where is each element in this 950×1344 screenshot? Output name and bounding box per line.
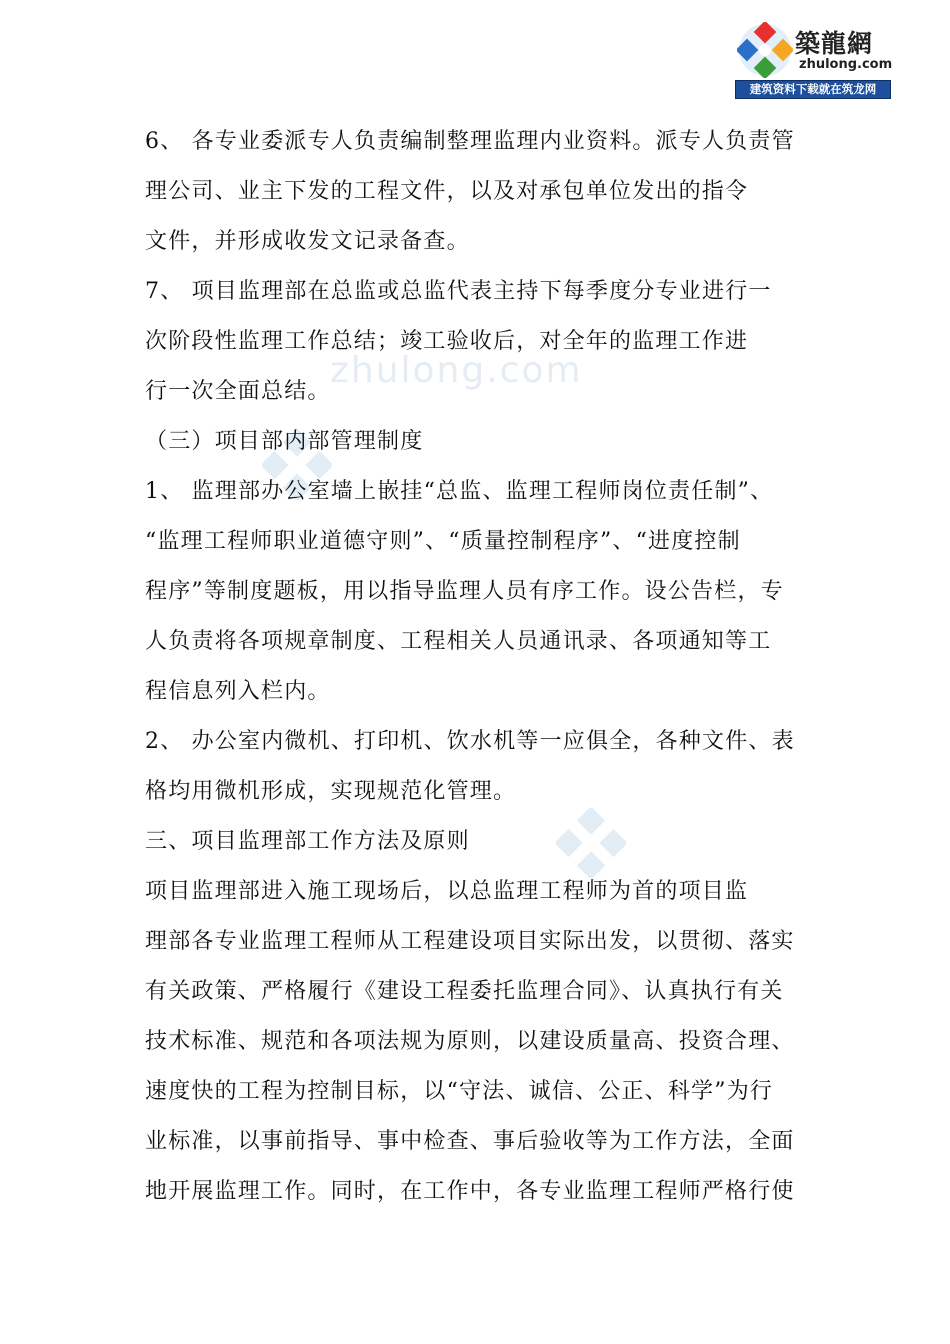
text-line: 6、 各专业委派专人负责编制整理监理内业资料。派专人负责管 [145, 129, 795, 154]
text-line: 速度快的工程为控制目标，以“守法、诚信、公正、科学”为行 [145, 1079, 774, 1104]
text-line: 2、 办公室内微机、打印机、饮水机等一应俱全，各种文件、表 [145, 729, 795, 754]
document-body [145, 117, 810, 1217]
text-line: 7、 项目监理部在总监或总监代表主持下每季度分专业进行一 [145, 279, 772, 304]
text-line: 业标准，以事前指导、事中检查、事后验收等为工作方法，全面 [145, 1129, 795, 1154]
section-heading: （三）项目部内部管理制度 [145, 429, 424, 454]
text-line: 程序”等制度题板，用以指导监理人员有序工作。设公告栏，专 [145, 579, 784, 604]
text-line: 项目监理部进入施工现场后，以总监理工程师为首的项目监 [145, 879, 749, 904]
logo-banner: 建筑资料下载就在筑龙网 [735, 80, 891, 99]
zhulong-logo [733, 20, 893, 100]
logo-title: 築龍網 [795, 29, 874, 58]
text-line: 地开展监理工作。同时，在工作中，各专业监理工程师严格行使 [145, 1179, 795, 1204]
text-line: 人负责将各项规章制度、工程相关人员通讯录、各项通知等工 [145, 629, 772, 654]
text-line: 有关政策、严格履行《建设工程委托监理合同》、认真执行有关 [145, 979, 784, 1004]
text-line: “监理工程师职业道德守则”、“质量控制程序”、“进度控制 [145, 529, 741, 554]
logo-url: zhulong.com [799, 57, 893, 72]
text-line: 行一次全面总结。 [145, 379, 331, 404]
text-line: 文件，并形成收发文记录备查。 [145, 229, 470, 254]
text-line: 格均用微机形成，实现规范化管理。 [145, 779, 517, 804]
section-heading: 三、项目监理部工作方法及原则 [145, 829, 470, 854]
text-line: 理部各专业监理工程师从工程建设项目实际出发，以贯彻、落实 [145, 929, 795, 954]
watermark-text: zhulong.com [330, 350, 583, 391]
text-line: 1、 监理部办公室墙上嵌挂“总监、监理工程师岗位责任制”、 [145, 479, 774, 504]
pinwheel-logo-icon [737, 22, 793, 78]
text-line: 次阶段性监理工作总结；竣工验收后，对全年的监理工作进 [145, 329, 749, 354]
text-line: 技术标准、规范和各项法规为原则，以建设质量高、投资合理、 [145, 1029, 795, 1054]
text-line: 理公司、业主下发的工程文件，以及对承包单位发出的指令 [145, 179, 749, 204]
text-line: 程信息列入栏内。 [145, 679, 331, 704]
